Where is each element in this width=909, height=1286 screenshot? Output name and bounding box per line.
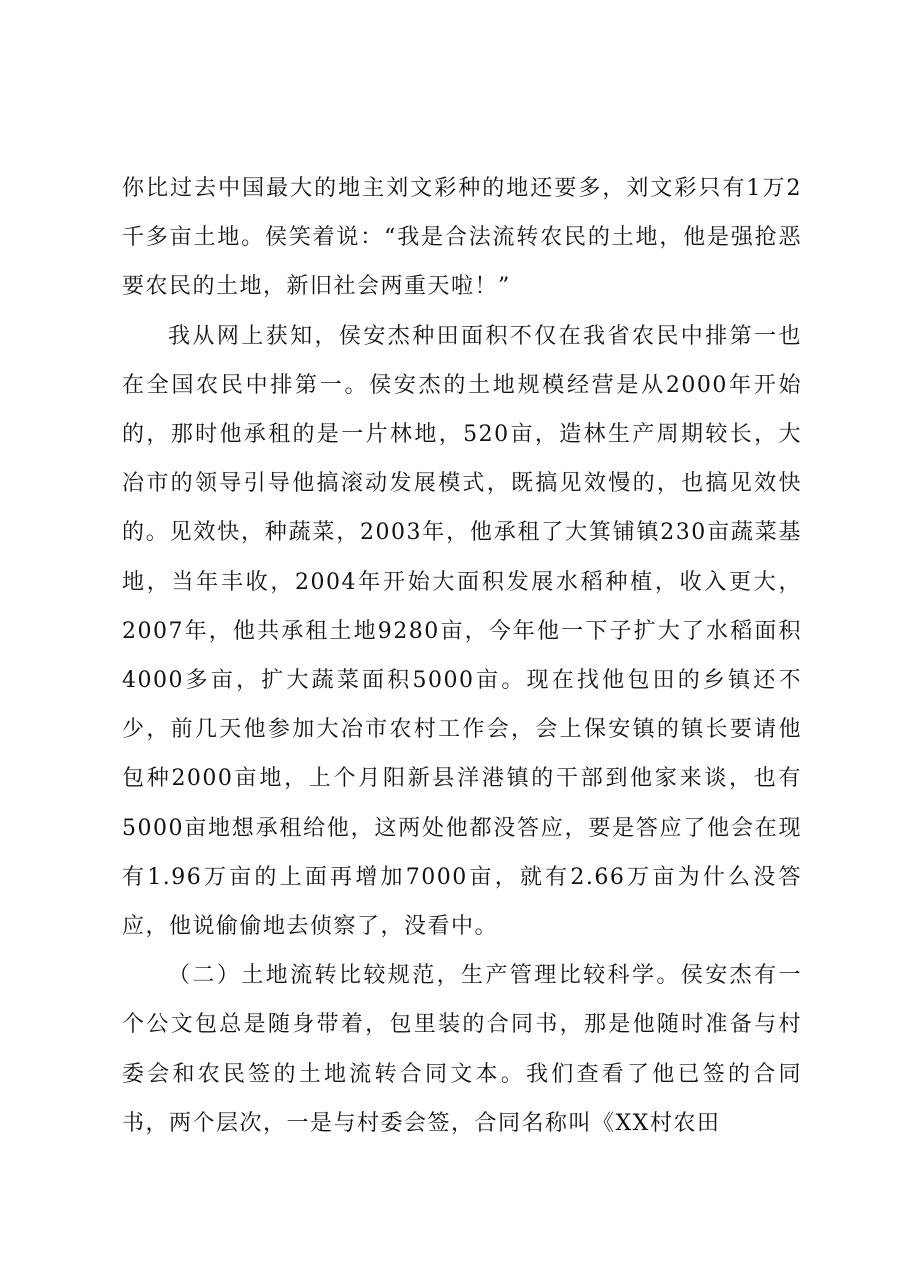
document-body (122, 164, 802, 1148)
paragraph-3: （二）土地流转比较规范，生产管理比较科学。侯安杰有一个公文包总是随身带着，包里装的合同书，那是他随时准备与村委会和农民签的土地流转合同文本。我们查看了他已签的合同书，两个层次，一是与村委会签，合同名称叫《XX村农田 (122, 963, 802, 1136)
paragraph-1: 你比过去中国最大的地主刘文彩种的地还要多，刘文彩只有1万2千多亩土地。侯笑着说：“我是合法流转农民的土地，他是强抢恶要农民的土地，新旧社会两重天啦！” (122, 176, 802, 300)
paragraph-2: 我从网上获知，侯安杰种田面积不仅在我省农民中排第一也在全国农民中排第一。侯安杰的土地规模经营是从2000年开始的，那时他承租的是一片林地，520亩，造林生产周期较长，大冶市的领导引导他搞滚动发展模式，既搞见效慢的，也搞见效快的。见效快，种蔬菜，2003年，他承租了大箕铺镇230亩蔬菜基地，当年丰收，2004年开始大面积发展水稻种植，收入更大，2007年，他共承租土地9280亩，今年他一下子扩大了水稻面积4000多亩，扩大蔬菜面积5000亩。现在找他包田的乡镇还不少，前几天他参加大冶市农村工作会，会上保安镇的镇长要请他包种2000亩地，上个月阳新县洋港镇的干部到他家来谈，也有5000亩地想承租给他，这两处他都没答应，要是答应了他会在现有1.96万亩的上面再增加7000亩，就有2.66万亩为什么没答应，他说偷偷地去侦察了，没看中。 (122, 323, 802, 940)
